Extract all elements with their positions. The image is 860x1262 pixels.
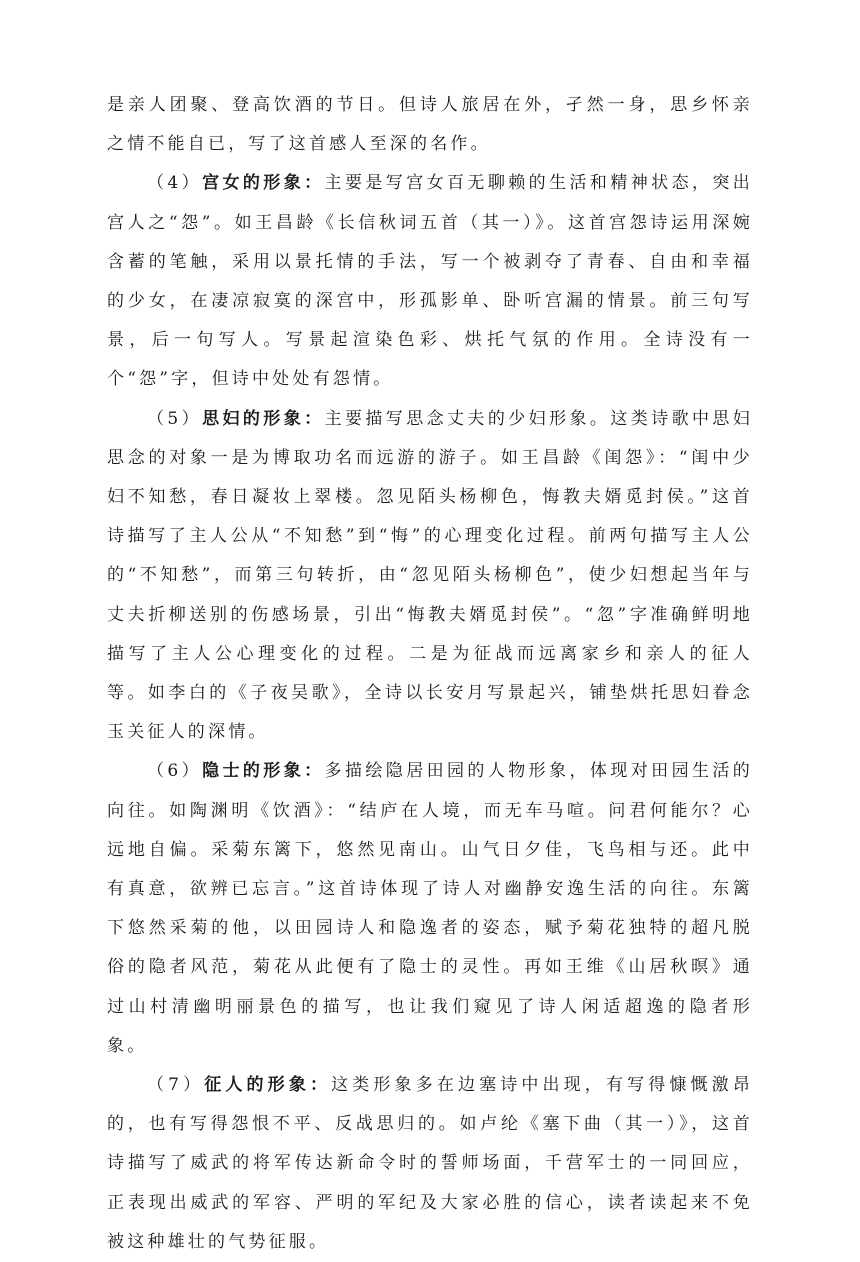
paragraph-soldier [107, 1066, 753, 1262]
paragraph-text: 主要是写宫女百无聊赖的生活和精神状态，突出宫人之“怨”。如王昌龄《长信秋词五首（其一）》。这首宫怨诗运用深婉含蓄的笔触，采用以景托情的手法，写一个被剥夺了青春、自由和幸福的少女，在凄凉寂寞的深宫中，形孤影单、卧听宫漏的情景。前三句写景，后一句写人。写景起渲染色彩、烘托气氛的作用。全诗没有一个“怨”字，但诗中处处有怨情。 [107, 173, 754, 390]
paragraph-number: （5） [147, 408, 203, 429]
paragraph-number: （4） [147, 173, 203, 194]
paragraph-heading: 宫女的形象： [202, 173, 325, 194]
paragraph-heading: 征人的形象： [204, 1075, 332, 1096]
paragraph-continued [107, 86, 753, 164]
paragraph-text: 多描绘隐居田园的人物形象，体现对田园生活的向往。如陶渊明《饮酒》：“结庐在人境，而无车马喧。问君何能尔？心远地自偏。采菊东篱下，悠然见南山。山气日夕佳，飞鸟相与还。此中有真意，欲辨已忘言。”这首诗体现了诗人对幽静安逸生活的向往。东篱下悠然采菊的他，以田园诗人和隐逸者的姿态，赋予菊花独特的超凡脱俗的隐者风范，菊花从此便有了隐士的灵性。再如王维《山居秋暝》通过山村清幽明丽景色的描写，也让我们窥见了诗人闲适超逸的隐者形象。 [107, 761, 754, 1056]
paragraph-number: （7） [147, 1075, 205, 1096]
paragraph-hermit [107, 752, 753, 1066]
paragraph-palace-lady [107, 164, 753, 399]
paragraph-longing-wife [107, 400, 753, 753]
paragraph-heading: 思妇的形象： [202, 408, 325, 429]
paragraph-heading: 隐士的形象： [202, 761, 325, 782]
paragraph-number: （6） [147, 761, 203, 782]
document-page [107, 86, 753, 1262]
paragraph-text: 是亲人团聚、登高饮酒的节日。但诗人旅居在外，孑然一身，思乡怀亲之情不能自已，写了这首感人至深的名作。 [107, 95, 753, 155]
paragraph-text: 这类形象多在边塞诗中出现，有写得慷慨激昂的，也有写得怨恨不平、反战思归的。如卢纶《塞下曲（其一）》，这首诗描写了威武的将军传达新命令时的誓师场面，千营军士的一同回应，正表现出威武的军容、严明的军纪及大家必胜的信心，读者读起来不免被这种雄壮的气势征服。 [107, 1075, 754, 1252]
paragraph-text: 主要描写思念丈夫的少妇形象。这类诗歌中思妇思念的对象一是为博取功名而远游的游子。如王昌龄《闺怨》：“闺中少妇不知愁，春日凝妆上翠楼。忽见陌头杨柳色，悔教夫婿觅封侯。”这首诗描写了主人公从“不知愁”到“悔”的心理变化过程。前两句描写主人公的“不知愁”，而第三句转折，由“忽见陌头杨柳色”，使少妇想起当年与丈夫折柳送别的伤感场景，引出“悔教夫婿觅封侯”。“忽”字准确鲜明地描写了主人公心理变化的过程。二是为征战而远离家乡和亲人的征人等。如李白的《子夜吴歌》，全诗以长安月写景起兴，铺垫烘托思妇眷念玉关征人的深情。 [107, 408, 754, 743]
